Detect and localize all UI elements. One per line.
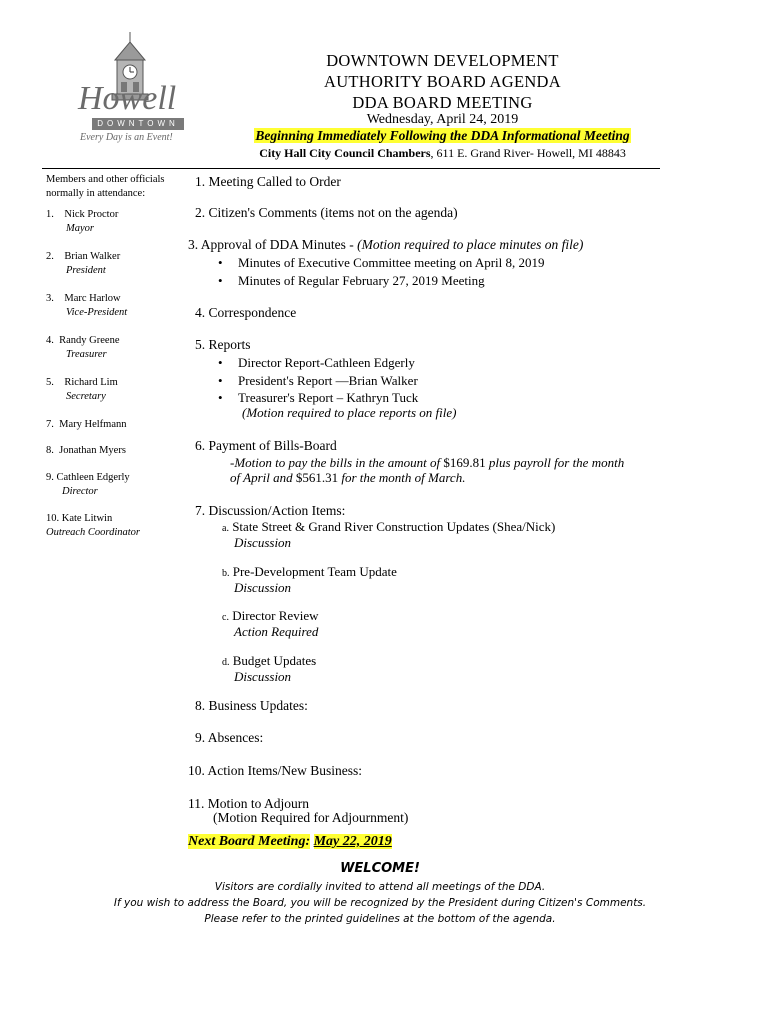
header-divider xyxy=(42,168,660,169)
agenda-item-7a: a. State Street & Grand River Construction Updates (Shea/Nick) xyxy=(222,519,556,534)
agenda-item-5: 5. Reports xyxy=(195,337,251,352)
agenda-item-6-note: of April and $561.31 for the month of March. xyxy=(230,470,466,485)
title-line-1: DOWNTOWN DEVELOPMENT xyxy=(326,51,559,70)
agenda-item-3-bullet: • Minutes of Executive Committee meeting on April 8, 2019 xyxy=(218,255,545,270)
logo-tagline: Every Day is an Event! xyxy=(80,132,173,143)
logo-name: Howell xyxy=(78,80,177,117)
next-meeting xyxy=(188,834,392,850)
agenda-item-6-note: -Motion to pay the bills in the amount of $169.81 plus payroll for the month xyxy=(230,455,625,470)
agenda-item-7d: d. Budget Updates xyxy=(222,653,317,668)
welcome-line-2: If you wish to address the Board, you will be recognized by the President during Citizen's Comments. xyxy=(113,897,647,909)
agenda-item-11: 11. Motion to Adjourn xyxy=(188,796,310,811)
member-item: 3. Marc Harlow Vice-President xyxy=(46,293,128,318)
agenda-item-7b-status: Discussion xyxy=(234,580,292,595)
member-item: 7. Mary Helfmann xyxy=(46,419,127,430)
agenda-item-5-bullet: • Treasurer's Report – Kathryn Tuck xyxy=(218,390,419,405)
agenda-item-10: 10. Action Items/New Business: xyxy=(188,763,362,778)
logo-banner: DOWNTOWN xyxy=(92,118,184,130)
agenda-item-8: 8. Business Updates: xyxy=(195,698,308,713)
next-meeting-date: May 22, 2019 xyxy=(313,834,392,849)
meeting-start-note: Beginning Immediately Following the DDA Informational Meeting xyxy=(255,128,630,143)
member-item: 1. Nick Proctor Mayor xyxy=(46,209,119,234)
meeting-location: City Hall City Council Chambers, 611 E. Grand River- Howell, MI 48843 xyxy=(259,146,626,160)
agenda-item-6: 6. Payment of Bills-Board xyxy=(195,438,337,453)
member-item: 8. Jonathan Myers xyxy=(46,444,126,456)
agenda-item-3-bullet: • Minutes of Regular February 27, 2019 Meeting xyxy=(218,273,485,288)
welcome-title: WELCOME! xyxy=(340,861,420,876)
title-line-2: AUTHORITY BOARD AGENDA xyxy=(324,72,561,91)
members-intro: Members and other officials normally in attendance: xyxy=(46,174,165,199)
agenda-item-3: 3. Approval of DDA Minutes - (Motion required to place minutes on file) xyxy=(188,237,584,252)
agenda-item-7: 7. Discussion/Action Items: xyxy=(195,503,346,518)
meeting-date: Wednesday, April 24, 2019 xyxy=(366,112,519,127)
howell-downtown-logo xyxy=(60,30,200,155)
agenda-item-7d-status: Discussion xyxy=(234,669,292,684)
member-item: 4. Randy Greene Treasurer xyxy=(46,335,120,360)
agenda-item-7b: b. Pre-Development Team Update xyxy=(222,564,397,579)
welcome-line-1: Visitors are cordially invited to attend all meetings of the DDA. xyxy=(214,881,546,893)
agenda-item-9: 9. Absences: xyxy=(195,730,264,745)
agenda-title xyxy=(225,50,660,113)
agenda-item-11-note: (Motion Required for Adjournment) xyxy=(213,810,409,825)
agenda-item-2: 2. Citizen's Comments (items not on the agenda) xyxy=(195,205,458,220)
member-item: 10. Kate Litwin Outreach Coordinator xyxy=(46,513,141,538)
member-item: 5. Richard Lim Secretary xyxy=(46,377,118,402)
agenda-item-5-note: (Motion required to place reports on file) xyxy=(242,405,457,420)
title-line-3: DDA BOARD MEETING xyxy=(352,93,533,112)
agenda-item-7c-status: Action Required xyxy=(234,624,319,639)
welcome-line-3: Please refer to the printed guidelines at the bottom of the agenda. xyxy=(204,913,556,925)
agenda-item-7c: c. Director Review xyxy=(222,608,319,623)
member-item: 2. Brian Walker President xyxy=(46,251,121,276)
agenda-item-5-bullet: • Director Report-Cathleen Edgerly xyxy=(218,355,415,370)
member-item: 9. Cathleen Edgerly Director xyxy=(46,472,130,497)
agenda-item-4: 4. Correspondence xyxy=(195,305,297,320)
agenda-item-7a-status: Discussion xyxy=(234,535,292,550)
agenda-item-5-bullet: • President's Report —Brian Walker xyxy=(218,373,418,388)
agenda-item-1: 1. Meeting Called to Order xyxy=(195,174,341,189)
members-sidebar xyxy=(46,173,186,539)
next-meeting-label: Next Board Meeting: xyxy=(188,834,311,849)
